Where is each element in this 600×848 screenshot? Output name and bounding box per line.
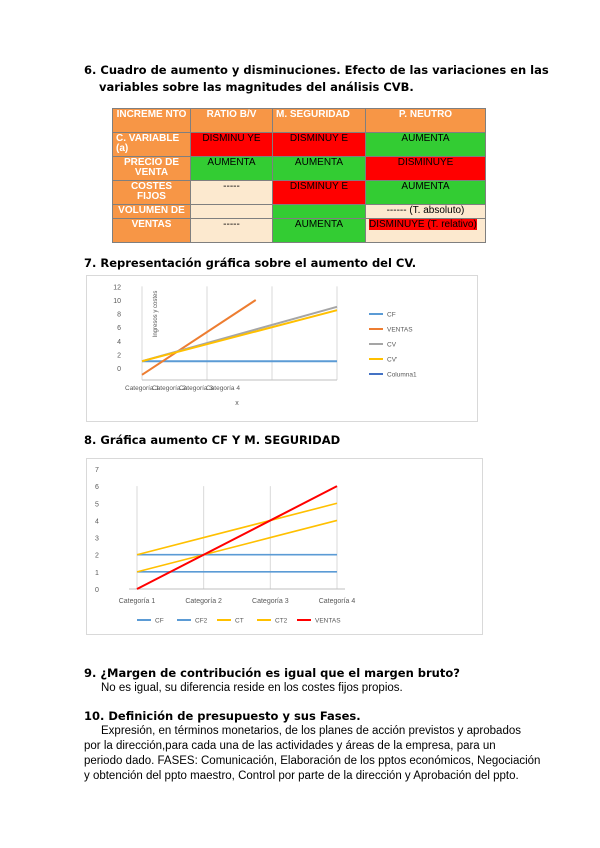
series-line-ventas bbox=[137, 486, 337, 589]
table-row bbox=[113, 133, 486, 157]
x-tick-label: Categoría 4 bbox=[206, 385, 240, 392]
table-cell: AUMENTA bbox=[191, 157, 273, 181]
x-tick-label: Categoría 2 bbox=[185, 598, 222, 605]
table-header-punto-neutro: P. NEUTRO bbox=[366, 109, 486, 133]
x-tick-label: Categoría 4 bbox=[318, 598, 356, 605]
x-tick-label: Categoría 2 bbox=[152, 385, 186, 392]
table-header-incremento: INCREME NTO bbox=[113, 109, 191, 133]
series-line-ct2 bbox=[137, 503, 337, 554]
highlighted-text: DISMINUYE (T. relativo) bbox=[369, 219, 477, 230]
series-line-ventas bbox=[142, 300, 256, 375]
table-cell: AUMENTA bbox=[273, 219, 366, 243]
legend-label: Columna1 bbox=[387, 371, 417, 379]
y-tick-label: 4 bbox=[95, 518, 99, 526]
y-tick-label: 5 bbox=[95, 501, 99, 509]
table-header-margen-seguridad: M. SEGURIDAD bbox=[273, 109, 366, 133]
y-tick-label: 10 bbox=[113, 298, 121, 305]
table-cell: ----- bbox=[191, 219, 273, 243]
table-row-label: COSTES FIJOS bbox=[113, 181, 191, 205]
table-cell: ----- bbox=[191, 181, 273, 205]
table-header-ratio: RATIO B/V bbox=[191, 109, 273, 133]
table-row-label: PRECIO DE VENTA bbox=[113, 157, 191, 181]
y-tick-label: 6 bbox=[95, 484, 99, 492]
variations-table bbox=[112, 108, 486, 243]
legend-label: CV' bbox=[387, 356, 398, 364]
y-tick-label: 1 bbox=[95, 569, 99, 577]
y-tick-label: 7 bbox=[95, 467, 99, 474]
chart-cf-margen-seguridad bbox=[86, 458, 483, 635]
y-tick-label: 2 bbox=[95, 552, 99, 560]
chart-cv-svg bbox=[87, 276, 477, 421]
series-line-ct bbox=[137, 520, 337, 571]
legend-label: CF bbox=[155, 617, 164, 625]
y-tick-label: 8 bbox=[117, 311, 121, 319]
legend-label: CT bbox=[235, 617, 244, 625]
y-tick-label: 2 bbox=[117, 352, 121, 360]
y-tick-label: 3 bbox=[95, 535, 99, 543]
legend-label: CF bbox=[387, 311, 396, 319]
section-10-line4: y obtención del ppto maestro, Control por parte de la dirección y Aprobación del ppto. bbox=[84, 770, 519, 782]
table-cell: AUMENTA bbox=[366, 181, 486, 205]
chart-cv-increase bbox=[86, 275, 478, 422]
section-6-heading-line2: variables sobre las magnitudes del análisis CVB. bbox=[99, 80, 414, 94]
section-9-heading: 9. ¿Margen de contribución es igual que el margen bruto? bbox=[84, 666, 460, 680]
section-9-body: No es igual, su diferencia reside en los costes fijos propios. bbox=[101, 682, 403, 694]
table-row bbox=[113, 181, 486, 205]
table-row bbox=[113, 205, 486, 219]
table-row bbox=[113, 157, 486, 181]
table-row bbox=[113, 219, 486, 243]
section-10-line3: periodo dado. FASES: Comunicación, Elaboración de los pptos económicos, Negociación bbox=[84, 755, 541, 767]
legend-label: VENTAS bbox=[387, 326, 413, 334]
legend-label: CV bbox=[387, 341, 397, 349]
y-tick-label: 6 bbox=[117, 325, 121, 333]
table-cell: ------ (T. absoluto) bbox=[366, 205, 486, 219]
x-tick-label: Categoría 3 bbox=[252, 598, 289, 605]
legend-label: VENTAS bbox=[315, 617, 341, 625]
x-axis-label: x bbox=[235, 400, 239, 407]
legend-label: CF2 bbox=[195, 617, 208, 625]
table-cell: DISMINUYE bbox=[366, 157, 486, 181]
table-cell: DISMINUY E bbox=[273, 181, 366, 205]
y-tick-label: 0 bbox=[117, 366, 121, 373]
table-cell bbox=[273, 205, 366, 219]
table-cell: AUMENTA bbox=[273, 157, 366, 181]
section-10-heading: 10. Definición de presupuesto y sus Fases. bbox=[84, 709, 361, 723]
chart-cf-svg bbox=[87, 459, 482, 634]
table-row-label: C. VARIABLE (a) bbox=[113, 133, 191, 157]
section-8-heading: 8. Gráfica aumento CF Y M. SEGURIDAD bbox=[84, 433, 341, 447]
table-cell: AUMENTA bbox=[366, 133, 486, 157]
x-tick-label: Categoría 1 bbox=[118, 598, 156, 605]
table-cell bbox=[191, 205, 273, 219]
section-7-heading: 7. Representación gráfica sobre el aumento del CV. bbox=[84, 256, 417, 270]
y-tick-label: 4 bbox=[117, 338, 121, 346]
series-line-cv' bbox=[142, 310, 337, 361]
table-cell bbox=[366, 219, 486, 243]
y-tick-label: 0 bbox=[95, 587, 99, 594]
x-tick-label: Categoría 1 bbox=[125, 385, 159, 392]
table-row-label: VENTAS bbox=[113, 219, 191, 243]
legend-label: CT2 bbox=[275, 617, 288, 625]
y-tick-label: 12 bbox=[113, 284, 121, 292]
section-10-line1: Expresión, en términos monetarios, de los planes de acción previstos y aprobados bbox=[101, 725, 521, 737]
section-10-line2: por la dirección,para cada una de las actividades y áreas de la empresa, para un bbox=[84, 740, 496, 752]
table-cell: DISMINU YE bbox=[191, 133, 273, 157]
y-axis-label: Ingresos y costes bbox=[153, 290, 159, 338]
section-6-heading-line1: 6. Cuadro de aumento y disminuciones. Efecto de las variaciones en las bbox=[84, 63, 549, 77]
table-row-label: VOLUMEN DE bbox=[113, 205, 191, 219]
x-tick-label: Categoría 3 bbox=[179, 385, 213, 392]
table-cell: DISMINUY E bbox=[273, 133, 366, 157]
